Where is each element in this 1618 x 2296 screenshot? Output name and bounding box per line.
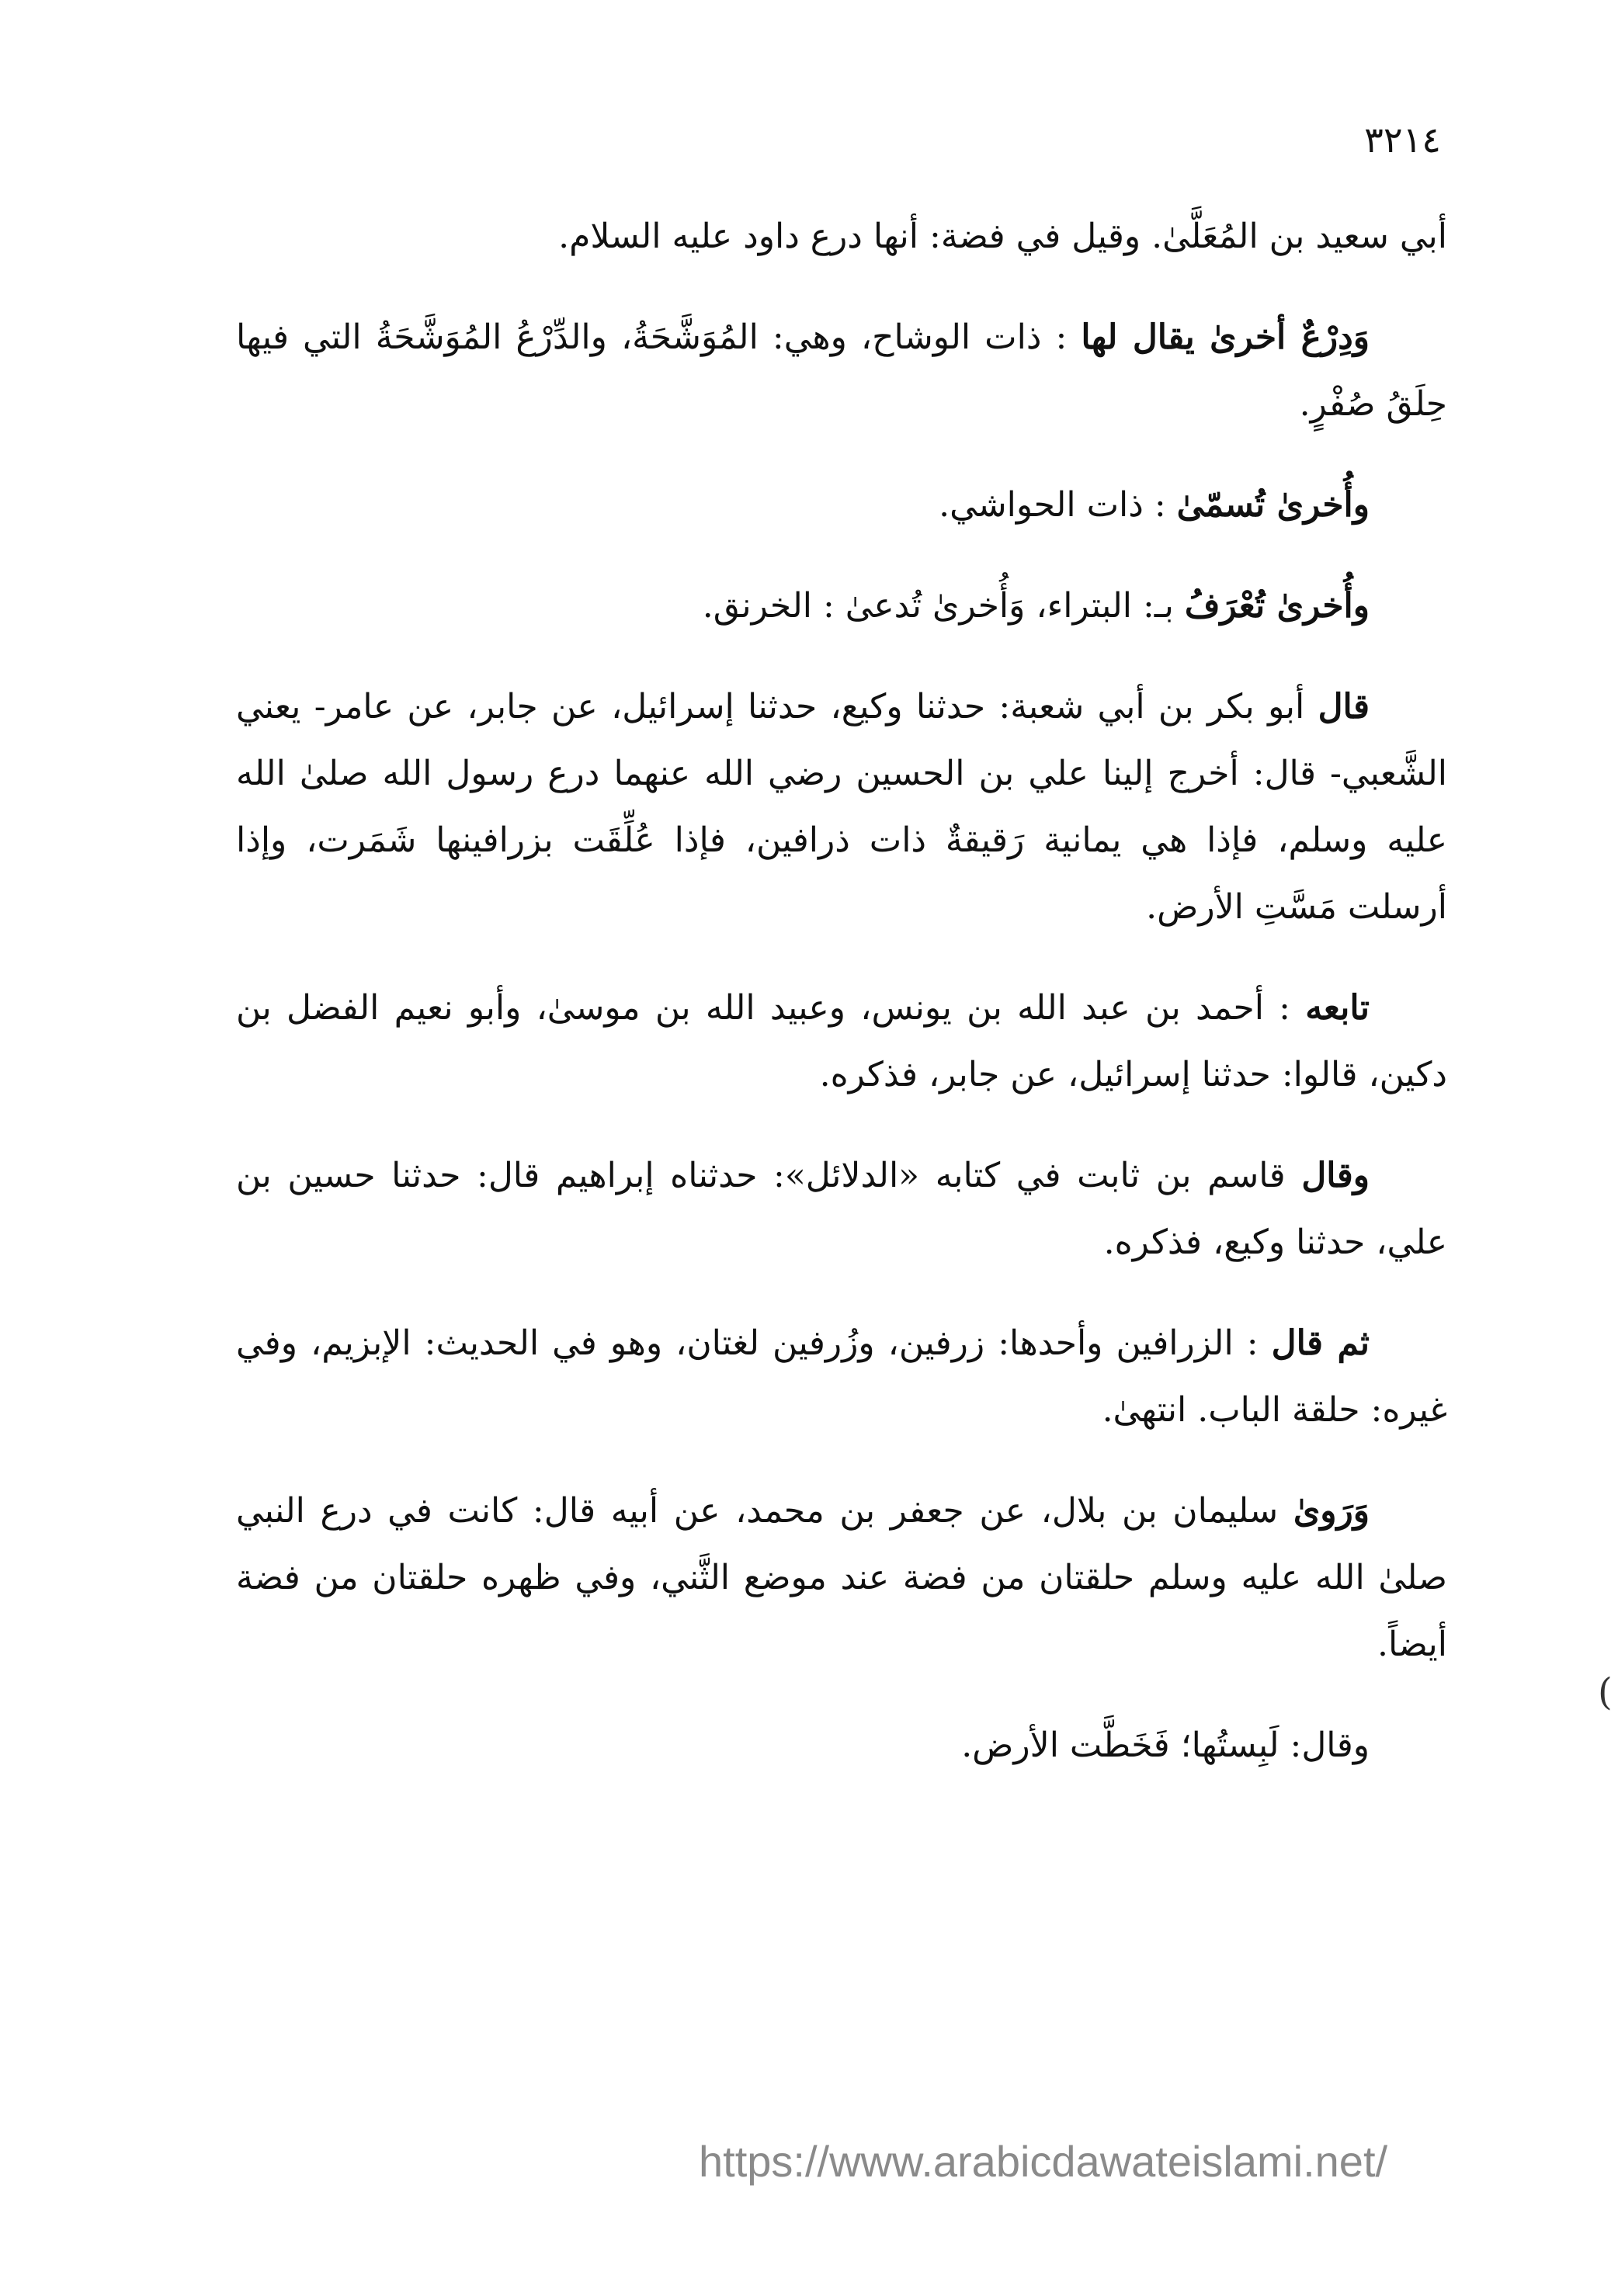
- paragraph-text: قاسم بن ثابت في كتابه «الدلائل»: حدثناه إبراهيم قال: حدثنا حسين بن علي، حدثنا وكيع، فذكره.: [236, 1156, 1447, 1262]
- paragraph-text: : ذات الحواشي.: [939, 485, 1166, 525]
- paragraph-3: [236, 472, 1447, 539]
- paragraph-lead: قال: [1318, 687, 1370, 727]
- page-body: [236, 203, 1447, 1813]
- paragraph-8: [236, 1310, 1447, 1444]
- paragraph-lead: تابعه: [1305, 988, 1370, 1028]
- paragraph-6: [236, 975, 1447, 1108]
- paragraph-lead: ثم قال: [1271, 1323, 1370, 1363]
- paragraph-5: [236, 674, 1447, 941]
- paragraph-10: [236, 1712, 1447, 1779]
- paragraph-1: [236, 203, 1447, 270]
- paragraph-4: [236, 573, 1447, 640]
- margin-mark: ): [1598, 1670, 1613, 1714]
- paragraph-lead: وأُخرىٰ تُعْرَفُ: [1184, 586, 1370, 626]
- paragraph-text: أبي سعيد بن المُعَلَّىٰ. وقيل في فضة: أنها درع داود عليه السلام.: [558, 217, 1447, 256]
- paragraph-text: بـ: البتراء، وَأُخرىٰ تُدعىٰ : الخرنق.: [702, 586, 1174, 626]
- paragraph-lead: وَدِرْعٌ أخرىٰ يقال لها: [1081, 317, 1370, 357]
- paragraph-text: وقال: لَبِستُها؛ فَخَطَّت الأرض.: [961, 1725, 1370, 1765]
- paragraph-9: [236, 1478, 1447, 1678]
- paragraph-lead: وأُخرىٰ تُسمّىٰ: [1176, 485, 1370, 525]
- paragraph-text: سليمان بن بلال، عن جعفر بن محمد، عن أبيه قال: كانت في درع النبي صلىٰ الله عليه وسلم حلقتان من فضة عند موضع الثَّني، وفي ظهره حلقتان من فضة أيضاً.: [236, 1491, 1447, 1664]
- paragraph-text: : ذات الوشاح، وهي: المُوَشَّحَةُ، والدِّرْعُ المُوَشَّحَةُ التي فيها حِلَقُ صُفْرٍ.: [236, 317, 1447, 424]
- paragraph-text: : أحمد بن عبد الله بن يونس، وعبيد الله بن موسىٰ، وأبو نعيم الفضل بن دكين، قالوا: حدثنا إسرائيل، عن جابر، فذكره.: [236, 988, 1447, 1094]
- paragraph-lead: وقال: [1301, 1156, 1370, 1195]
- paragraph-text: : الزرافين وأحدها: زرفين، وزُرفين لغتان، وهو في الحديث: الإبزيم، وفي غيره: حلقة الباب. انتهىٰ.: [236, 1323, 1447, 1430]
- paragraph-lead: وَرَوىٰ: [1293, 1491, 1370, 1531]
- paragraph-7: [236, 1143, 1447, 1276]
- paragraph-2: [236, 304, 1447, 438]
- watermark-url: https://www.arabicdawateislami.net/: [699, 2137, 1388, 2186]
- paragraph-text: أبو بكر بن أبي شعبة: حدثنا وكيع، حدثنا إسرائيل، عن جابر، عن عامر- يعني الشَّعبي- قال: أخرج إلينا علي بن الحسين رضي الله عنهما درع رسول الله صلىٰ الله عليه وسلم، فإذا هي يمانية رَقيقةٌ ذات ذرافين، فإذا عُلِّقَت بزرافينها شَمَرت، وإذا أرسلت مَسَّتِ الأرض.: [236, 687, 1447, 927]
- page-number: ٣٢١٤: [1364, 119, 1441, 161]
